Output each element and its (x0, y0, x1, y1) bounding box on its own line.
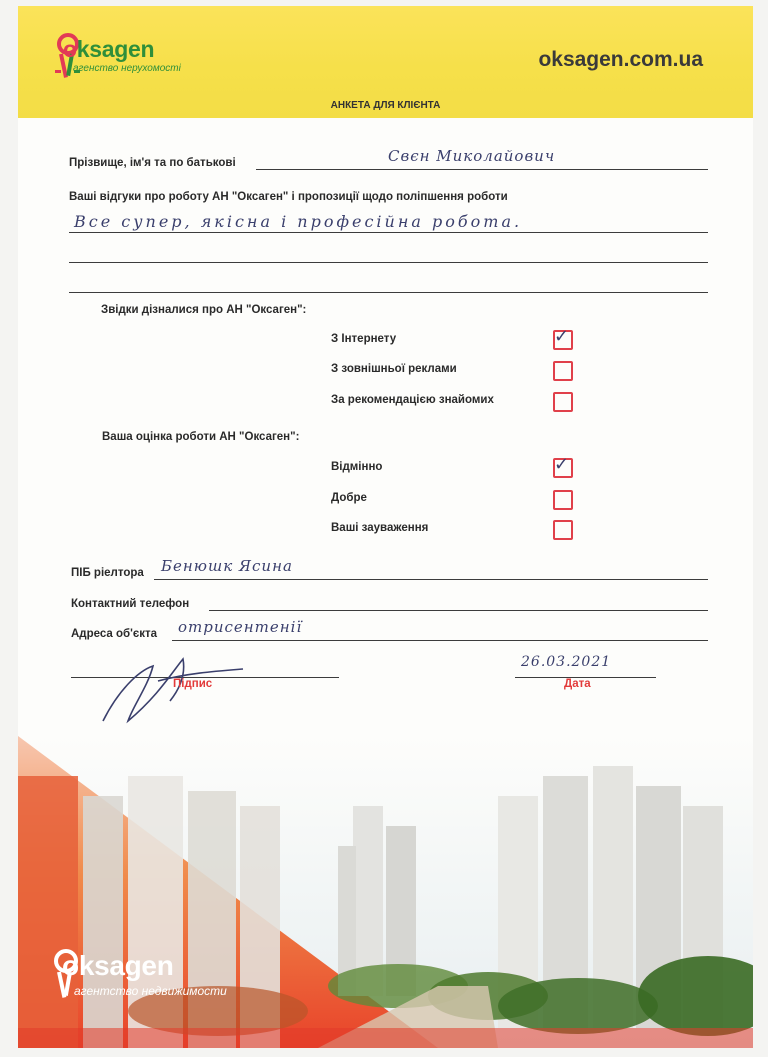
logo-subtitle: агенство нерухомості (73, 63, 181, 74)
phone-line[interactable] (209, 610, 708, 611)
address-value[interactable]: отрисентенії (178, 618, 303, 636)
check-mark-icon: ✓ (554, 326, 570, 347)
feedback-line-3 (69, 292, 708, 293)
source-label: Звідки дізналися про АН "Оксаген": (101, 304, 307, 316)
check-mark-icon: ✓ (554, 454, 570, 475)
footer-subtitle: агентство недвижимости (74, 984, 227, 998)
footer-wordmark (62, 950, 174, 982)
address-label: Адреса об'єкта (71, 628, 157, 640)
logo-wordmark (63, 36, 154, 63)
header-banner (18, 6, 753, 118)
rating-option-label: Ваші зауваження (331, 522, 429, 534)
source-referral-checkbox[interactable] (553, 392, 573, 412)
rating-option-label: Добре (331, 492, 367, 504)
website-url: oksagen.com.ua (538, 48, 703, 71)
address-line (172, 640, 708, 641)
name-line (256, 169, 708, 170)
name-label: Прізвище, ім'я та по батькові (69, 157, 236, 169)
realtor-value[interactable]: Бенюшк Ясина (161, 557, 293, 575)
questionnaire-sheet (18, 6, 753, 1048)
phone-label: Контактний телефон (71, 598, 190, 610)
rating-remarks-checkbox[interactable] (553, 520, 573, 540)
source-ads-checkbox[interactable] (553, 361, 573, 381)
cityscape-illustration (18, 736, 753, 1048)
rating-label: Ваша оцінка роботи АН "Оксаген": (102, 431, 300, 443)
logo-rest: ksagen (76, 36, 155, 62)
source-option-label: З зовнішньої реклами (331, 363, 457, 375)
footer-logo-rest: ksagen (78, 950, 174, 981)
name-value[interactable]: Свєн Миколайович (388, 147, 556, 165)
date-value[interactable]: 26.03.2021 (521, 654, 612, 670)
signature-label: Підпис (173, 678, 213, 690)
feedback-value[interactable]: Все супер, якісна і професійна робота. (74, 212, 523, 231)
logo-o: o (63, 36, 77, 62)
rating-good-checkbox[interactable] (553, 490, 573, 510)
source-option-label: З Інтернету (331, 333, 397, 345)
rating-option-label: Відмінно (331, 461, 383, 473)
date-label: Дата (564, 678, 591, 690)
feedback-label: Ваші відгуки про роботу АН "Оксаген" і пропозиції щодо поліпшення роботи (69, 191, 508, 203)
source-internet-checkbox[interactable] (553, 326, 573, 350)
source-option-label: За рекомендацією знайомих (331, 394, 494, 406)
realtor-label: ПІБ ріелтора (71, 567, 144, 579)
feedback-line-1 (69, 232, 708, 233)
feedback-line-2 (69, 262, 708, 263)
form-title: АНКЕТА ДЛЯ КЛІЄНТА (330, 100, 441, 111)
realtor-line (154, 579, 708, 580)
signature-scribble (98, 651, 248, 731)
footer-logo-o: o (62, 950, 79, 981)
rating-excellent-checkbox[interactable] (553, 454, 573, 478)
